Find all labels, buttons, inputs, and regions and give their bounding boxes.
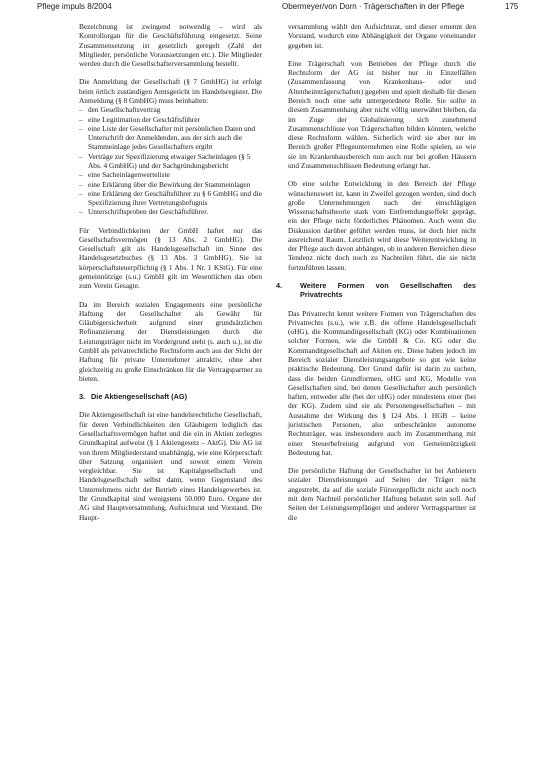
running-header	[0, 0, 550, 14]
section-title: Weitere Formen von Gesellschaften des Privatrechts	[300, 281, 476, 300]
right-column	[276, 22, 476, 531]
page-number: 175	[505, 2, 519, 11]
paragraph: Für Verbindlichkeiten der GmbH haftet nur das Gesellschaftsvermögen (§ 13 Abs. 2 GmbHG). Die Gesellschaft gilt als Handelsgesellschaft im Sinne des Handelsgesetzbuches (§ 13 Abs. 3 GmbHG). Sie ist körperschaftsteuerpflichtig (§ 1 Abs. 1 Nr. 1 KStG). Für eine gemeinnützige (s.u.) GmbH gilt im Wesentlichen das oben zum Verein Gesagte.	[79, 225, 262, 291]
list-item: – den Gesellschaftsvertrag	[79, 105, 262, 114]
paragraph: Eine Trägerschaft von Betrieben der Pflege durch die Rechtsform der AG ist bisher nur in Einzelfällen (Zusammenfassung von Krankenhaus- oder und Altenheimträgerschaften) gegeben und spielt deshalb für diesen Bereich noch eine sehr untergeordnete Rolle. Sie sollte in diesem Zusammenhang aber nicht völlig unerwähnt bleiben, da im Zuge der Globalisierung sich zunehmend Zusammenschlüsse von Trägerschaften bilden könnten, welche diese Rechtsform wählen. Sicherlich wird sie aber nur im Bereich großer Pflegeunternehmen eine Rolle spielen, so wie sie im Krankenhausbereich nun auch nur bei großen Häusern und Zusammenschlüssen Bedeutung erlangt hat.	[288, 58, 476, 170]
list-item: – Unterschriftsproben der Geschäftsführer.	[79, 207, 262, 216]
list-item: – eine Liste der Gesellschafter mit persönlichen Daten und Unterschrift der Anmeldenden, aus der sich auch die Stammeinlage jedes Gesellschafters ergibt	[79, 124, 262, 152]
paragraph: Die Aktiengesellschaft ist eine handelsrechtliche Gesellschaft, für deren Verbindlichkeiten den Gläubigern lediglich das Gesellschaftsvermögen haftet und die ein in Aktien zerlegtes Grundkapital aufweist (§ 1 Aktiengesetz – AktG). Die AG ist von ihrem Mitgliederstand unabhängig, wie eine Körperschaft über Satzung organisiert und soweit einem Verein vergleichbar. Sie ist Kapitalgesellschaft und Handelsgesellschaft selbst dann, wenn Gegenstand des Unternehmens nicht der Betrieb eines Handelsgewerbes ist. Ihr Grundkapital sind wenigstens 50.000 Euro. Organe der AG sind Hauptversammlung, Aufsichtsrat und Vorstand. Die Haupt-	[79, 410, 262, 522]
list-item: – eine Erklärung über die Bewirkung der Stammeinlagen	[79, 180, 262, 189]
paragraph: Bezeichnung ist zwingend notwendig – wird als Kontrollorgan für die Geschäftsführung eingesetzt. Seine Zusammensetzung ist gesetzlich geregelt (Zahl der Mitglieder, persönliche Voraussetzungen etc.). Die Mitglieder werden durch die Gesellschafterversammlung bestellt.	[79, 22, 262, 69]
registration-requirements-list	[79, 105, 262, 216]
paragraph: Da im Bereich sozialen Engagements eine persönliche Haftung der Gesellschafter als Gewähr für Gläubigersicherheit aufgrund einer grundsätzlichen Refinanzierung der Dienstleistungen durch die Leistungsträger nicht im Vordergrund steht (s. auch u.), ist die GmbH als privatrechtliche Rechtsform auch aus der Sicht der Haftung für private Unternehmer attraktiv, ohne aber gleichzeitig zu große Einschränken für die Vertragspartner zu bieten.	[79, 299, 262, 383]
list-item: – Verträge zur Spezifizierung etwaiger Sacheinlagen (§ 5 Abs. 4 GmbHG) und der Sachgründungsbericht	[79, 152, 262, 171]
article-section-title: Obermeyer/von Dorn · Trägerschaften in der Pflege	[282, 2, 465, 11]
left-column	[79, 22, 262, 531]
paragraph: Die Anmeldung der Gesellschaft (§ 7 GmbHG) ist erfolgt beim örtlich zuständigen Amtsgericht im Handelsregister. Die Anmeldung (§ 8 GmbHG) muss beinhalten:	[79, 77, 262, 105]
section-number: 4.	[276, 281, 283, 291]
paragraph: Die persönliche Haftung der Gesellschafter ist bei Anbietern sozialer Dienstleistungen auf Seiten der Träger nicht angestrebt, da auf die soziale Fürsorgepflicht nicht auch noch mit dem Nachteil persönlicher Haftung belastet sein soll. Auf Seiten der Leistungsempfänger und anderer Vertragspartner ist die	[288, 466, 476, 522]
section-number: 3.	[79, 392, 86, 402]
list-item: – eine Sacheinlagenwerteliste	[79, 170, 262, 179]
paragraph: Ob eine solche Entwicklung in den Bereich der Pflege wünschenswert ist, kann in Zweifel gezogen werden, sind doch große Unternehmungen nach der einschlägigen Wissenschaftstheorie stark vom Entfremdungseffekt geprägt, ein der Pflege nicht förderliches Phänomen. Auch wenn die Diskussion darüber geführt werden muss, ist doch hier nicht ausreichend Raum. Letztlich wird diese Weiterentwicklung in der Pflege auch davon abhängen, ob in anderen Bereichen diese Tendenz nicht doch noch zu Nachteilen führt, die sie nicht fortzuführen lassen.	[288, 179, 476, 272]
section-heading	[79, 392, 262, 401]
journal-name: Pflege impuls 8/2004	[37, 2, 112, 11]
paragraph: Das Privatrecht kennt weitere Formen von Trägerschaften des Privatrechts (s.u.), wie z.B. die offene Handelsgesellschaft (oHG), die Kommanditgesellschaft (KG) oder Kombinationen solcher Formen, wie die GmbH & Co. KG oder die Kommanditgesellschaft auf Aktien etc. Diese haben jedoch im Bereich sozialer Dienstleistungsangebote so gut wie keine praktische Bedeutung. Der Grund dafür ist darin zu suchen, dass die beiden Grundformen, oHG und KG, Modelle von Gesellschaften sind, bei denen Gesellschafter auch persönlich haften, entweder alle (bei der oHG) oder mindestens einer (bei der KG). Zudem sind sie als Personengesellschaften – mit Ausnahme der Wirkung des § 124 Abs. 1 HGB – keine juristischen Personen, also unbeschränkte autonome Rechtsträger, was insbesondere auch im Zusammenhang mit einer Steuerbefreiung aufgrund von Gemeinnützigkeit Bedeutung hat.	[288, 308, 476, 457]
section-heading	[276, 281, 476, 300]
paragraph: versammlung wählt den Aufsichtsrat, und dieser ernennt den Vorstand, wodurch eine Abhängigkeit der Organe voneinander gegeben ist.	[288, 22, 476, 50]
list-item: – eine Erklärung der Geschäftsführer zu § 6 GmbHG und die Spezifizierung ihrer Vertretungsbefugnis	[79, 189, 262, 208]
list-item: – eine Legitimation der Geschäftsführer	[79, 115, 262, 124]
section-title: Die Aktiengesellschaft (AG)	[91, 392, 188, 402]
